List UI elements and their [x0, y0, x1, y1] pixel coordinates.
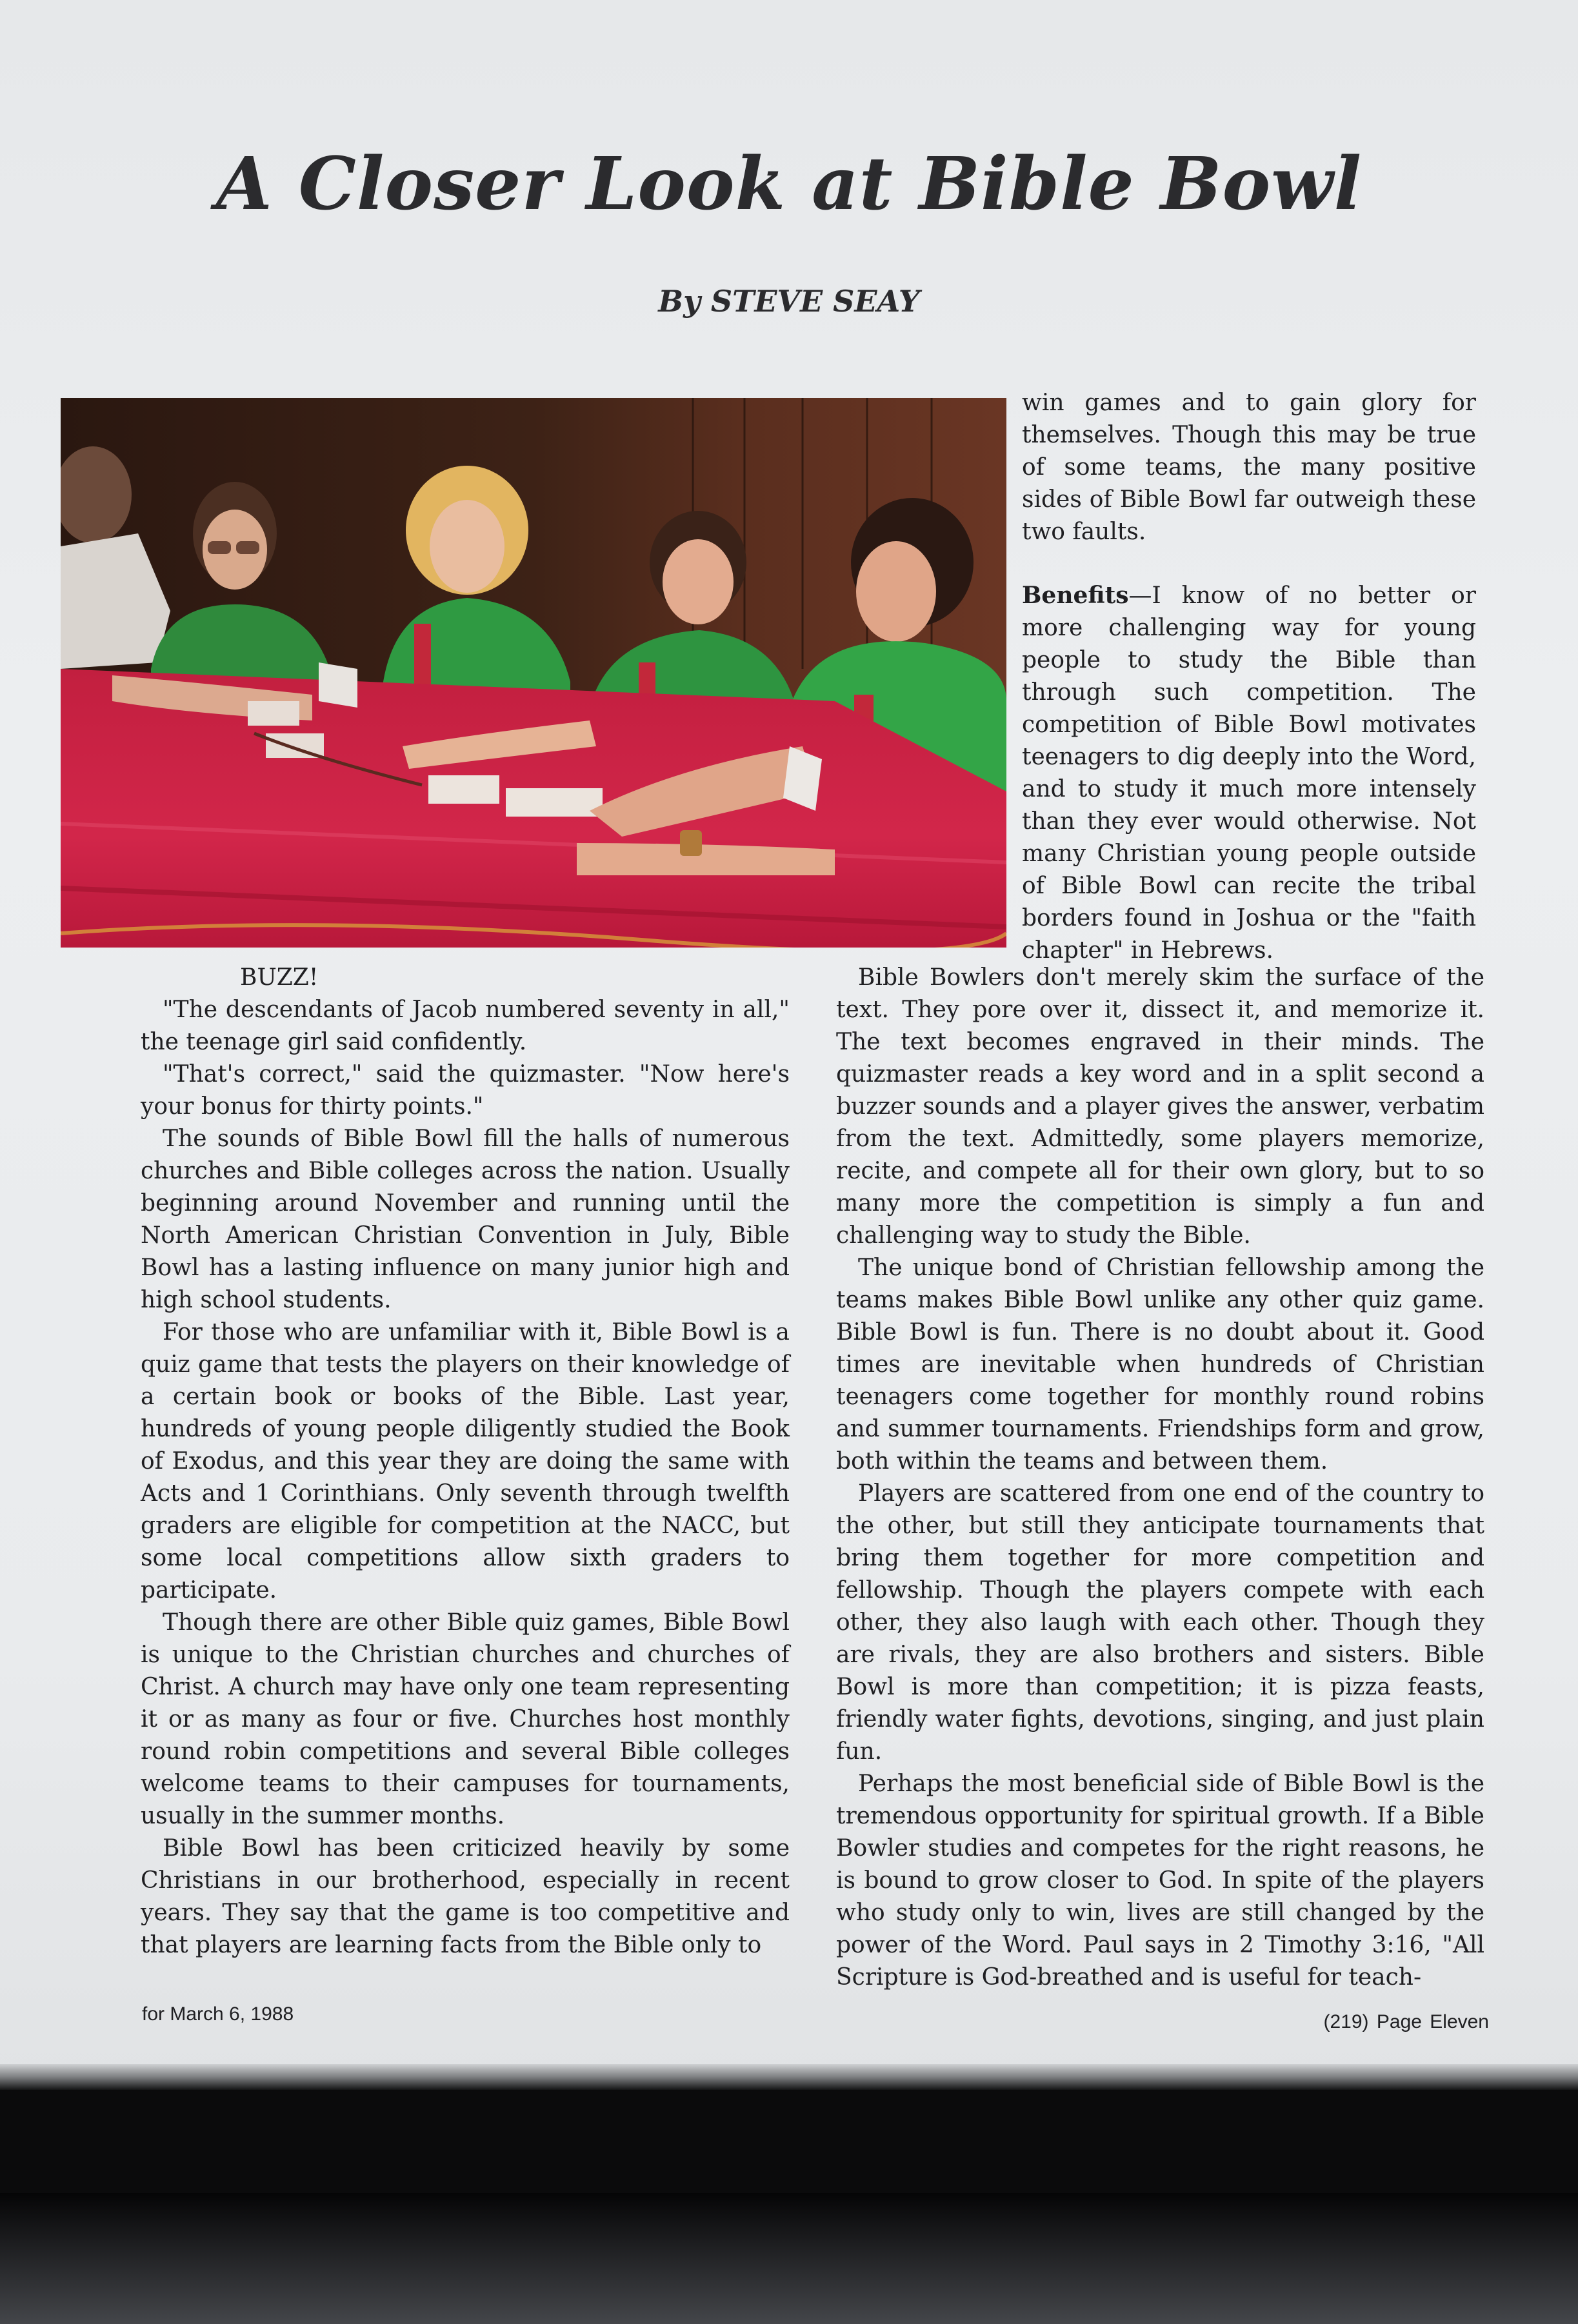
paragraph: "That's correct," said the quizmaster. "Now here's your bonus for thirty points.": [141, 1061, 790, 1120]
footer-issue-date: for March 6, 1988: [142, 2003, 294, 2025]
paragraph: For those who are unfamiliar with it, Bible Bowl is a quiz game that tests the players on their knowledge of a certain book or books of the Bible. Last year, hundreds of young people diligently studied the Book of Exodus, and this year they are doing the same with Acts and 1 Corinthians. Only seventh through twelfth graders are eligible for competition at the NACC, but some local competitions allow sixth graders to participate.: [141, 1319, 790, 1604]
photo-illustration: [61, 398, 1006, 948]
footer-page-number: (219) Page Eleven: [1323, 2011, 1489, 2032]
article-title: A Closer Look at Bible Bowl: [215, 142, 1363, 226]
paragraph-text: —I know of no better or more challenging way for young people to study the Bible than through such competition. The competition of Bible Bowl motivates teenagers to dig deeply into the Word, and to study it much more intensely than they ever would otherwise. Not many Christian young people outside of Bible Bowl can recite the tribal borders found in Joshua or the "faith chapter" in Hebrews.: [1022, 582, 1476, 964]
paragraph: The sounds of Bible Bowl fill the halls of numerous churches and Bible colleges across the nation. Usually beginning around November and running until the North American Christian Convention in July, Bible Bowl has a lasting influence on many junior high and high school students.: [141, 1126, 790, 1313]
paragraph: Bible Bowlers don't merely skim the surface of the text. They pore over it, dissect it, and memorize it. The text becomes engraved in their minds. The quizmaster reads a key word and in a split second a buzzer sounds and a player gives the answer, verbatim from the text. Admittedly, some players memorize, recite, and compete all for their own glory, but to so many more the competition is simply a fun and challenging way to study the Bible.: [836, 964, 1484, 1249]
paragraph: Though there are other Bible quiz games, Bible Bowl is unique to the Christian churches and churches of Christ. A church may have only one team representing it or as many as four or five. Churches host monthly round robin competitions and several Bible colleges welcome teams to their campuses for tournaments, usually in the summer months.: [141, 1609, 790, 1829]
column-right: [836, 962, 1484, 1994]
article-byline: By STEVE SEAY: [658, 284, 920, 319]
column-left: [141, 962, 790, 1961]
paragraph: The unique bond of Christian fellowship among the teams makes Bible Bowl unlike any other quiz game. Bible Bowl is fun. There is no doubt about it. Good times are inevitable when hundreds of Christian teenagers come together for monthly round robins and summer tournaments. Friendships form and grow, both within the teams and between them.: [836, 1255, 1484, 1475]
paragraph-buzz: BUZZ!: [240, 964, 319, 991]
section-heading-benefits: Benefits: [1022, 582, 1129, 609]
paragraph: "The descendants of Jacob numbered seventy in all," the teenage girl said confidently.: [141, 997, 790, 1055]
background-surface: [0, 2193, 1578, 2324]
paragraph-benefits: [1022, 579, 1476, 967]
bible-bowl-team-photo: [61, 398, 1006, 948]
paragraph: Perhaps the most beneficial side of Bible Bowl is the tremendous opportunity for spiritual growth. If a Bible Bowler studies and competes for the right reasons, he is bound to grow closer to God. In spite of the players who study only to win, lives are still changed by the power of the Word. Paul says in 2 Timothy 3:16, "All Scripture is God-breathed and is useful for teach-: [836, 1771, 1484, 1991]
page-edge-shadow: [0, 2064, 1578, 2090]
column-right-top: [1022, 387, 1476, 967]
paragraph: win games and to gain glory for themselves. Though this may be true of some teams, the many positive sides of Bible Bowl far outweigh these two faults.: [1022, 390, 1476, 545]
paragraph: Players are scattered from one end of the country to the other, but still they anticipate tournaments that bring them together for more competition and fellowship. Though the players compete with each other, they also laugh with each other. Though they are rivals, they are also brothers and sisters. Bible Bowl is more than competition; it is pizza feasts, friendly water fights, devotions, singing, and just plain fun.: [836, 1480, 1484, 1765]
paragraph: Bible Bowl has been criticized heavily by some Christians in our brotherhood, especially in recent years. They say that the game is too competitive and that players are learning facts from the Bible only to: [141, 1835, 790, 1958]
